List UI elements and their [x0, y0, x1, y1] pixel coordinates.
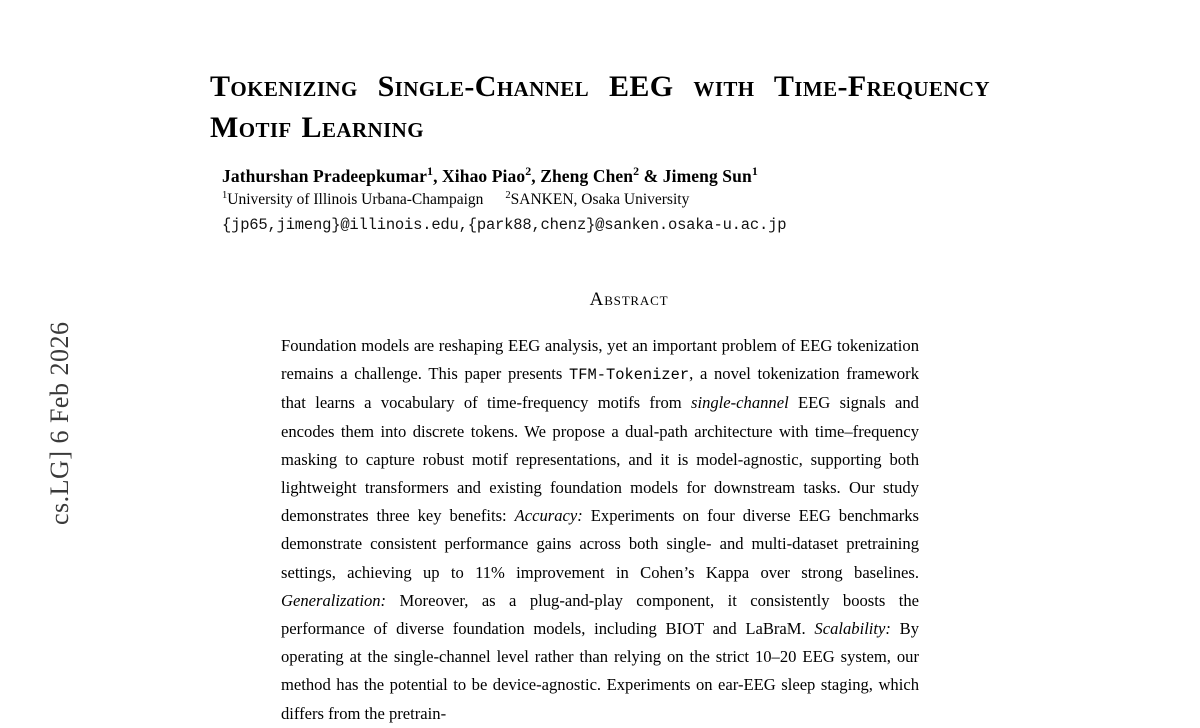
author-affil-marker-2: 2 — [633, 164, 640, 179]
abstract-text-6: Moreover, as a plug-and-play component, it consistently boosts the performance of diverse foundation models, including BIOT and LaBraM. — [281, 590, 919, 639]
abstract-emph-accuracy: Accuracy: — [514, 506, 583, 526]
abstract-text-5: improvement in Cohen’s Kappa over strong baselines. — [504, 562, 919, 582]
author-affil-marker-3: 1 — [751, 164, 758, 179]
page-title: Tokenizing Single-Channel EEG with Time-Frequency Motif Learning — [210, 70, 990, 145]
author-block — [222, 165, 982, 236]
arxiv-stamp — [0, 0, 74, 648]
abstract-emph-generalization: Generalization: — [281, 590, 387, 610]
author-name-2: Zheng Chen — [540, 166, 634, 186]
abstract-improvement-value: 11% — [475, 562, 505, 582]
author-name-0: Jathurshan Pradeepkumar — [222, 166, 428, 186]
abstract-heading-label: Abstract — [589, 289, 669, 310]
abstract-text-3: EEG signals and encodes them into discrete tokens. We propose a dual-path architecture with time–frequency masking to capture robust motif representations, and it is model-agnostic, supporting both lightweight transformers and existing foundation models for downstream tasks. Our study demonstrates three key benefits: — [281, 393, 919, 526]
author-name-3: Jimeng Sun — [662, 166, 752, 186]
abstract-text-1: Foundation models are reshaping EEG analysis, yet an important problem of EEG tokenization remains a challenge. This paper presents — [281, 336, 919, 384]
abstract-text-7: By operating at the single-channel level rather than relying on the strict 10–20 EEG system, our method has the potential to be device-agnostic. Experiments on ear-EEG sleep staging, which differs from the pretrain- — [281, 619, 920, 723]
author-name-1: Xihao Piao — [442, 166, 526, 186]
author-affil-marker-0: 1 — [427, 164, 434, 179]
affiliation-name-1: SANKEN, Osaka University — [510, 191, 690, 208]
author-affil-marker-1: 2 — [525, 164, 532, 179]
abstract-text-4: Experiments on four diverse EEG benchmarks demonstrate consistent performance gains across both single- and multi-dataset pretraining settings, achieving up to — [281, 506, 919, 582]
tokenizer-name: TFM-Tokenizer — [569, 366, 690, 385]
affiliation-line — [222, 189, 982, 210]
affiliation-marker-0: 1 — [222, 189, 228, 201]
affiliation-marker-1: 2 — [505, 189, 511, 201]
abstract-heading — [0, 289, 1200, 311]
abstract-emph-single-channel: single-channel — [691, 393, 789, 413]
abstract-text-2: , a novel tokenization framework that learns a vocabulary of time-frequency motifs from — [281, 364, 919, 413]
arxiv-stamp-text: cs.LG] 6 Feb 2026 — [45, 321, 74, 525]
author-names: Jathurshan Pradeepkumar$^1$, Xihao Piao$^2$, Zheng Chen$^2$ & Jimeng Sun$^1$ — [222, 164, 758, 186]
abstract-emph-scalability: Scalability: — [814, 619, 891, 639]
affiliation-name-0: University of Illinois Urbana-Champaign — [227, 191, 484, 208]
abstract-body — [281, 332, 919, 728]
author-emails: {jp65,jimeng}@illinois.edu,{park88,chenz}@sanken.osaka-u.ac.jp — [222, 216, 787, 234]
